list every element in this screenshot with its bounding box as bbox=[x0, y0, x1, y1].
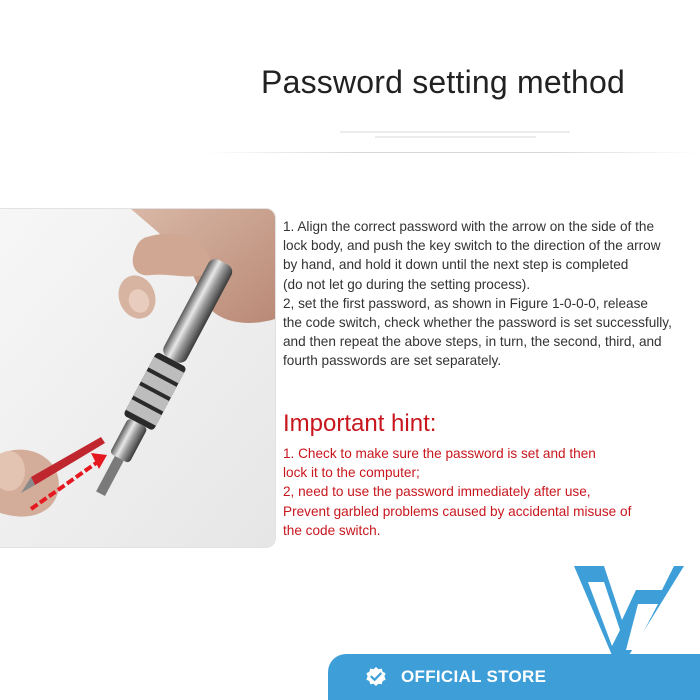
instructions-text bbox=[283, 217, 698, 371]
official-store-bar bbox=[328, 654, 700, 700]
instruction-line: and then repeat the above steps, in turn, the second, third, and bbox=[283, 334, 662, 350]
instruction-line: fourth passwords are set separately. bbox=[283, 353, 502, 369]
instruction-line: 2, set the first password, as shown in Figure 1-0-0-0, release bbox=[283, 295, 648, 311]
official-store-label: OFFICIAL STORE bbox=[401, 667, 547, 686]
instruction-line: 1. Align the correct password with the arrow on the side of the bbox=[283, 219, 655, 234]
lock-in-hand-illustration bbox=[0, 209, 275, 547]
faint-caption-line bbox=[340, 128, 570, 142]
hint-line: the code switch. bbox=[283, 522, 381, 538]
instruction-line: by hand, and hold it down until the next step is completed bbox=[283, 257, 629, 273]
important-hint-text bbox=[283, 444, 683, 540]
hint-line: 2, need to use the password immediately after use, bbox=[283, 484, 591, 500]
divider bbox=[205, 152, 700, 153]
hint-line: lock it to the computer; bbox=[283, 465, 420, 481]
official-store-badge bbox=[325, 565, 700, 700]
instruction-line: the code switch, check whether the password is set successfully, bbox=[283, 315, 672, 331]
important-hint-title: Important hint: bbox=[283, 410, 437, 437]
page-title: Password setting method bbox=[261, 64, 625, 100]
hint-line: Prevent garbled problems caused by accidental misuse of bbox=[283, 503, 632, 519]
instruction-line: lock body, and push the key switch to the direction of the arrow bbox=[283, 238, 661, 254]
vt-logo bbox=[574, 560, 684, 660]
trademark-mark: TM bbox=[687, 592, 698, 599]
product-photo bbox=[0, 208, 276, 548]
hint-line: 1. Check to make sure the password is set and then bbox=[283, 446, 596, 461]
verified-check-icon bbox=[365, 666, 387, 688]
instruction-line: (do not let go during the setting process). bbox=[283, 276, 531, 292]
